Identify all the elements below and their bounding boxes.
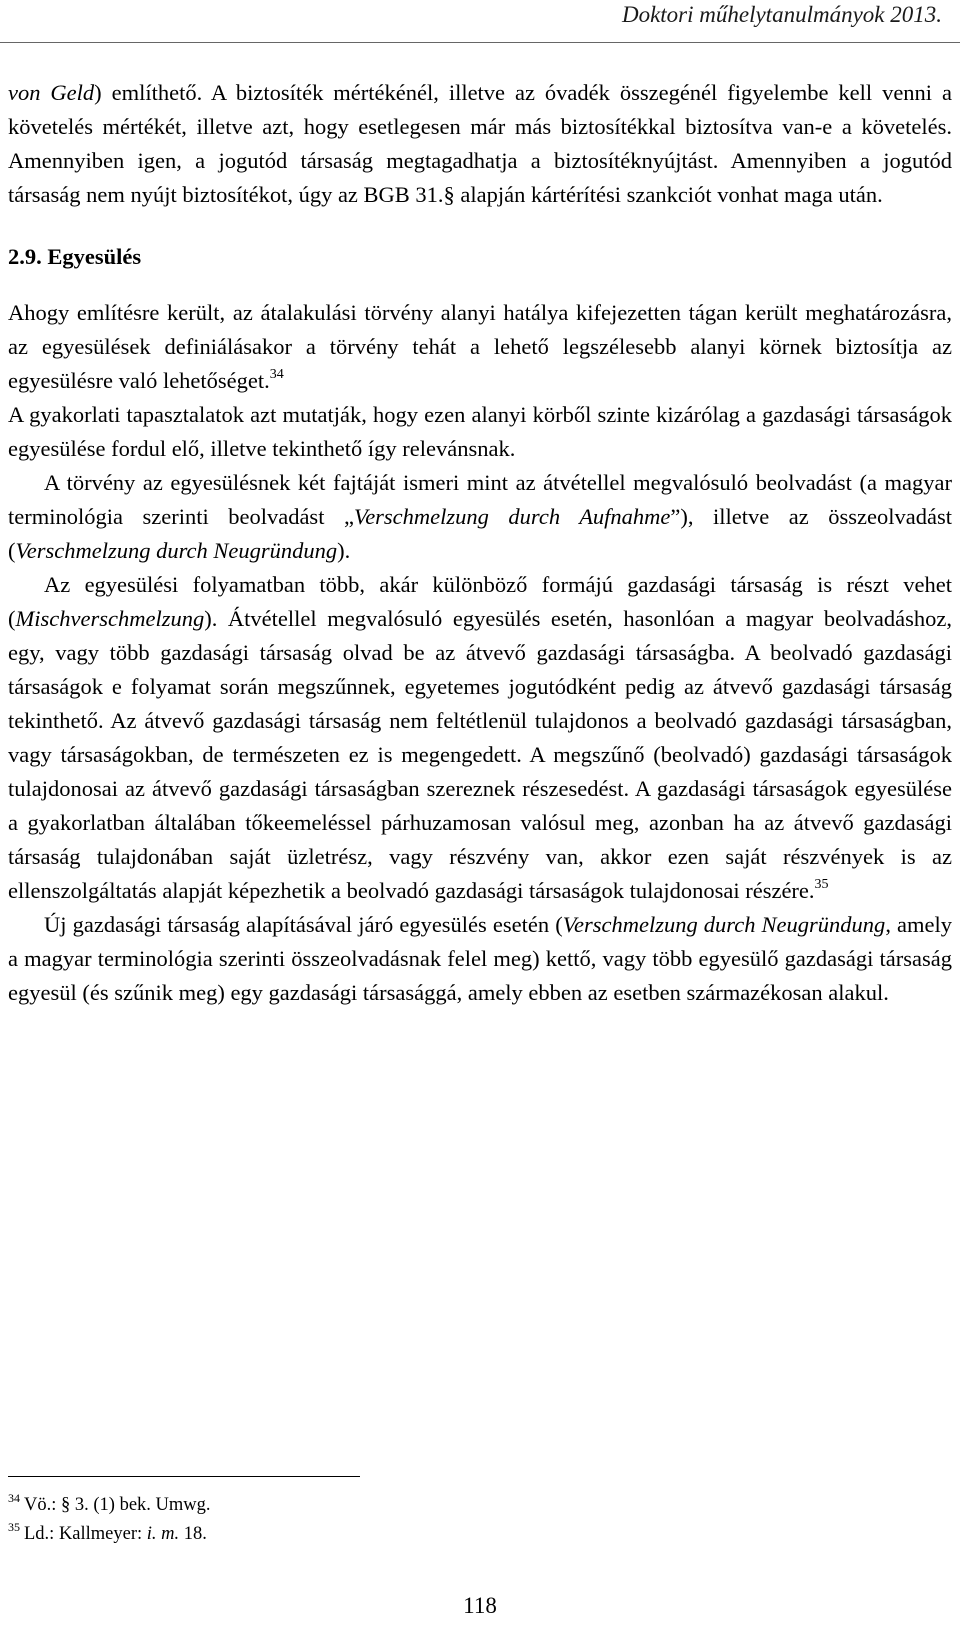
footnote-ref: 34 [269, 367, 284, 382]
section-heading: 2.9. Egyesülés [8, 244, 142, 269]
paragraph-text: ) említhető. A biztosíték mértékénél, illetve az óvadék összegénél figyelembe kell venni a követelés mértékét, illetve azt, hogy esetlegesen már más biztosítékkal biztosítva van-e a követelés. Amennyiben igen, a jogutód társaság megtagadhatja a biztosítéknyújtást. Amennyiben a jogutód társaság nem nyújt biztosítékot, úgy az BGB 31.§ alapján kártérítési szankciót vonhat maga után. [8, 80, 952, 207]
paragraph-text: , amely a magyar terminológia szerinti összeolvadásnak felel meg) kettő, vagy több egyesülő gazdasági társaság egyesül (és szűnik meg) egy gazdasági társasággá, amely ebben az esetben származékosan alakul. [8, 912, 953, 1005]
header-rule [0, 42, 960, 43]
italic-term: Verschmelzung durch Neugründung [562, 912, 886, 937]
paragraph-text: A törvény az egyesülésnek két fajtáját ismeri mint az átvétellel megvalósuló beolvadást (a magyar terminológia szerinti beolvadást „ [8, 470, 952, 529]
italic-term: Verschmelzung durch Aufnahme [353, 504, 671, 529]
footnote-italic: i. m. [146, 1524, 180, 1544]
paragraph-2 [8, 466, 952, 568]
paragraph-text: Ahogy említésre került, az átalakulási törvény alanyi hatálya kifejezetten tágan került meghatározásra, az egyesülések definiálásakor a törvény tehát a lehető legszélesebb alanyi körnek biztosítja az egyesülésre való lehetőséget. [8, 300, 952, 393]
footnote-34 [8, 1491, 952, 1520]
footnote-text: Ld.: Kallmeyer: [24, 1524, 147, 1544]
italic-term: von Geld [8, 80, 95, 105]
footnotes [8, 1476, 952, 1549]
footnote-text: Vö.: § 3. (1) bek. Umwg. [24, 1495, 211, 1515]
footnote-number: 35 [8, 1520, 20, 1534]
paragraph-text: Új gazdasági társaság alapításával járó egyesülés esetén ( [44, 912, 563, 937]
running-header: Doktori műhelytanulmányok 2013. [621, 2, 942, 27]
paragraph-text: Az egyesülési folyamatban több, akár különböző formájú gazdasági társaság is részt vehet ( [8, 572, 952, 631]
paragraph-4 [8, 908, 952, 1010]
paragraph-3 [8, 568, 952, 908]
paragraph-text: A gyakorlati tapasztalatok azt mutatják, hogy ezen alanyi körből szinte kizárólag a gazdasági társaságok egyesülése fordul elő, illetve tekinthető így relevánsnak. [8, 402, 952, 461]
italic-term: Verschmelzung durch Neugründung [15, 538, 338, 563]
footnote-number: 34 [8, 1491, 20, 1505]
paragraph-1 [8, 296, 952, 466]
footnote-rule [8, 1476, 360, 1477]
paragraph-text: ). Átvétellel megvalósuló egyesülés esetén, hasonlóan a magyar beolvadáshoz, egy, vagy több gazdasági társaság olvad be az átvevő gazdasági társaságba. A beolvadó gazdasági társaságok e folyamat során megszűnnek, egyetemes jogutódként pedig az átvevő gazdasági társaság tekinthető. Az átvevő gazdasági társaság nem feltétlenül tulajdonos a beolvadó gazdasági társaságban, vagy társaságokban, de természeten ez is megengedett. A megszűnő (beolvadó) gazdasági társaságok tulajdonosai az átvevő gazdasági társaságban szereznek részesedést. A gazdasági társaságok egyesülése a gyakorlatban általában tőkeemeléssel párhuzamosan valósul meg, azonban ha az átvevő gazdasági társaság tulajdonában saját üzletrész, vagy részvény van, akkor ezen saját részvények is az ellenszolgáltatás alapját képezhetik a beolvadó gazdasági társaságok tulajdonosai részére. [8, 606, 952, 903]
paragraph-text: ”), illetve az összeolvadást ( [8, 504, 952, 563]
italic-term: Mischverschmelzung [15, 606, 205, 631]
paragraph-continuation [8, 76, 952, 212]
paragraph-text: ). [337, 538, 351, 563]
footnote-text: 18. [179, 1524, 207, 1544]
footnote-35 [8, 1520, 952, 1549]
page-number: 118 [463, 1593, 497, 1618]
footnote-ref: 35 [814, 877, 829, 892]
body-text [8, 76, 952, 1010]
